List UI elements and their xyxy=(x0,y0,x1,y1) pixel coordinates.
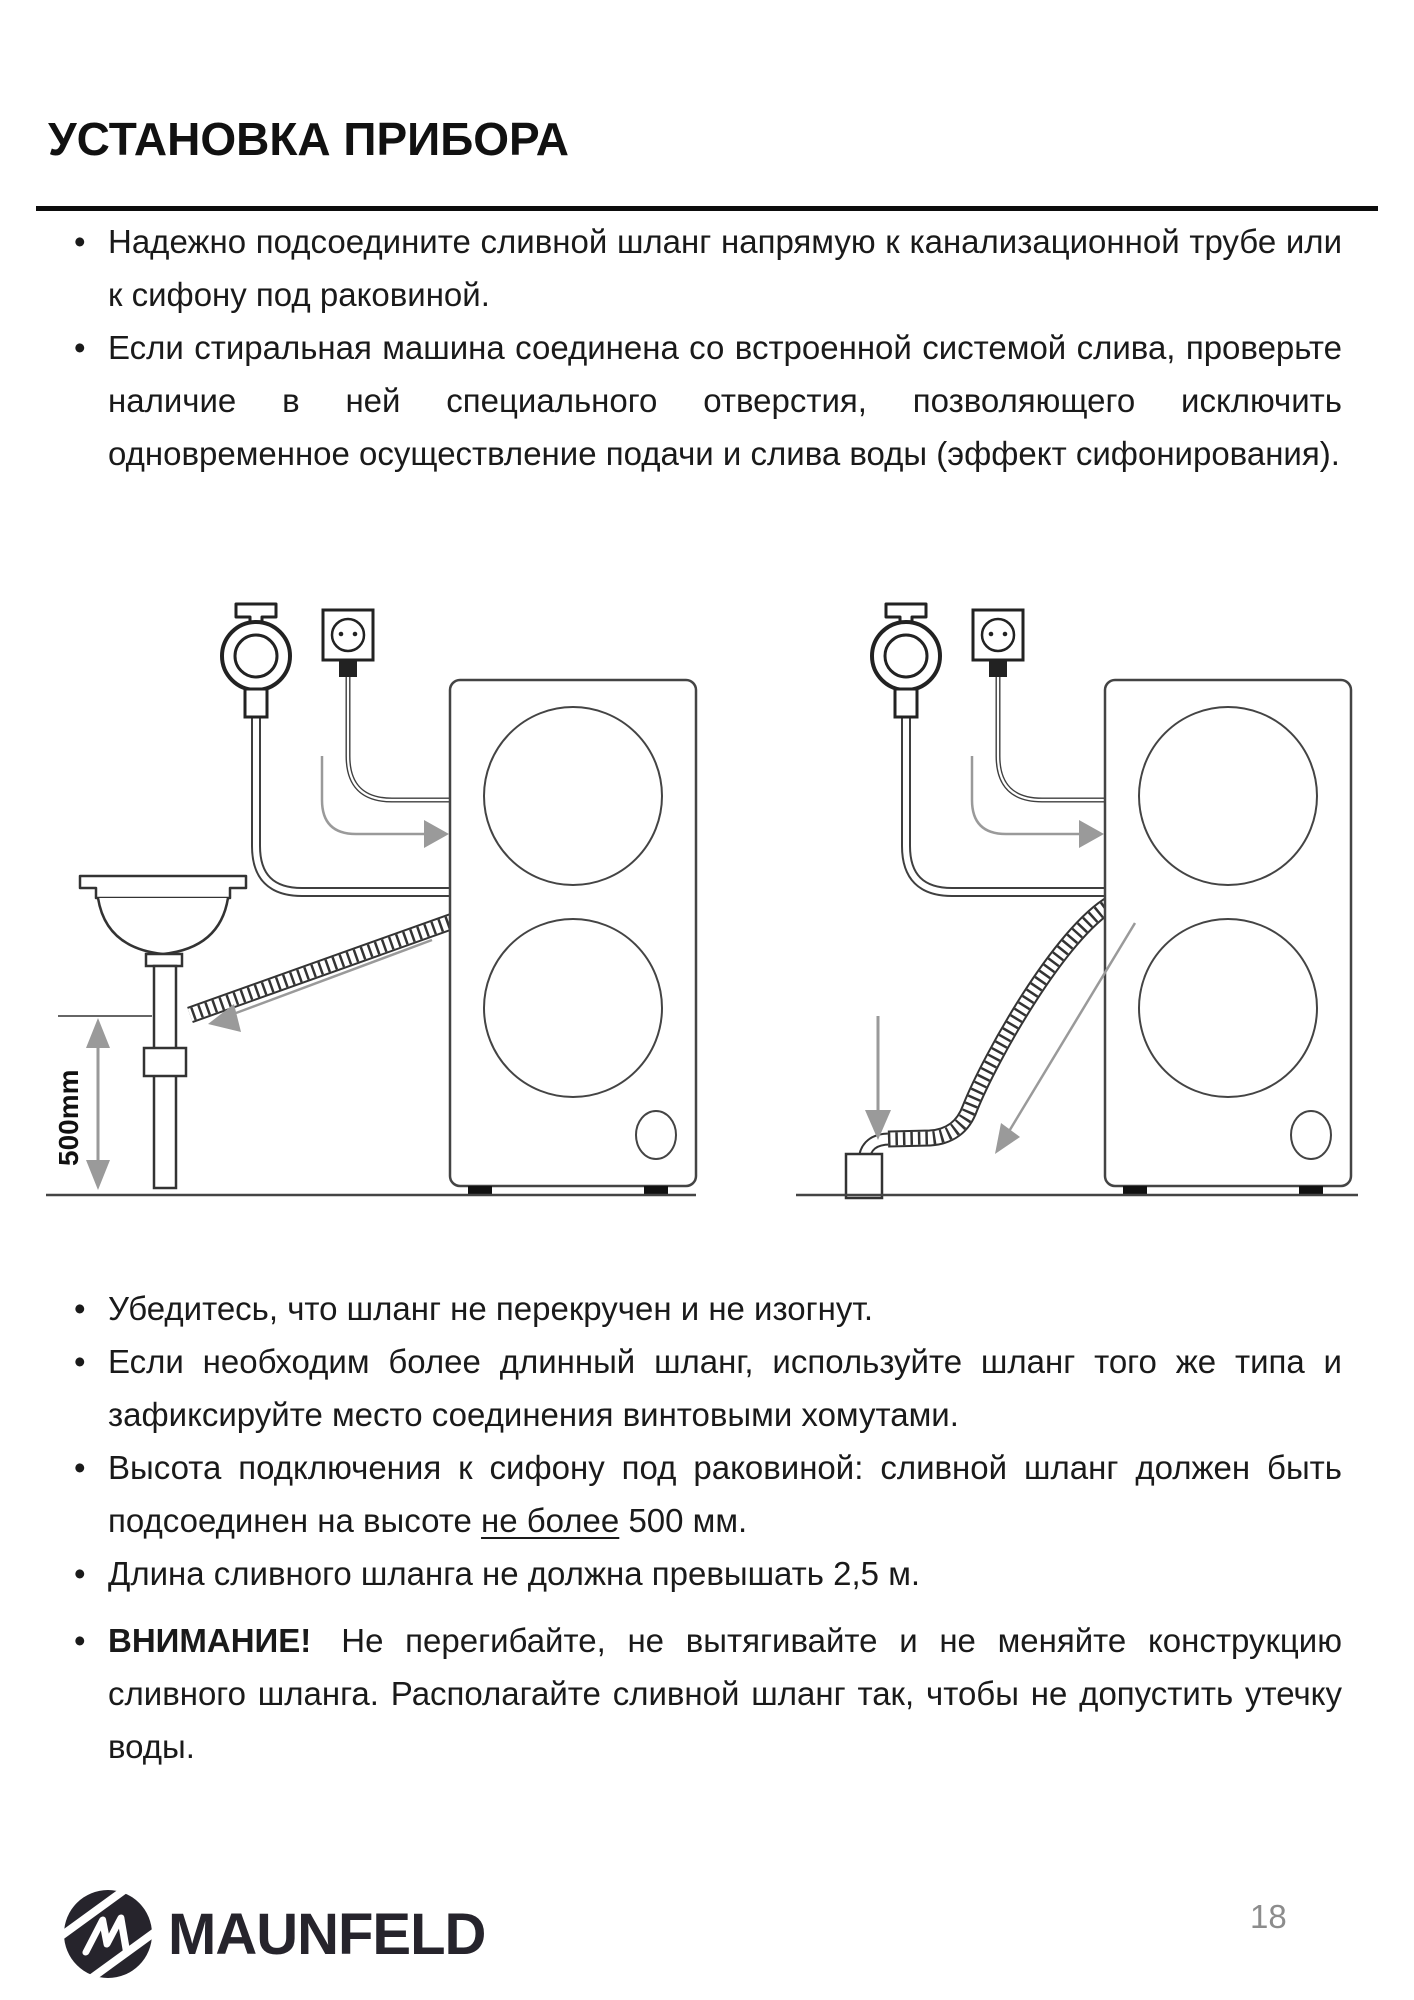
warning-item xyxy=(74,1614,1342,1773)
foot xyxy=(1299,1186,1323,1195)
bullet-item xyxy=(74,321,1342,480)
title-rule xyxy=(36,206,1378,211)
bullet-text: Убедитесь, что шланг не перекручен и не изогнут. xyxy=(108,1290,873,1327)
standpipe xyxy=(846,1139,890,1198)
bullet-text xyxy=(108,1441,1342,1547)
bullet-marker: • xyxy=(74,1555,86,1592)
warning-text: Не перегибайте, не вытягивайте и не меняйте конструкцию сливного шланга. Располагайте сливной шланг так, чтобы не допустить утечку воды. xyxy=(108,1622,1342,1765)
drain-hose xyxy=(888,903,1112,1139)
dimension-500mm xyxy=(53,1016,152,1190)
bullet-item xyxy=(74,1282,1342,1335)
power-cord xyxy=(348,676,460,800)
diagram-drain-to-siphon xyxy=(40,588,700,1208)
washing-machine xyxy=(450,680,696,1195)
foot xyxy=(644,1186,668,1195)
bullet-item xyxy=(74,1335,1342,1441)
page-title: УСТАНОВКА ПРИБОРА xyxy=(48,113,569,165)
page-number: 18 xyxy=(1250,1898,1287,1935)
washing-machine xyxy=(1105,680,1351,1195)
brand-wordmark: MAUNFELD xyxy=(168,1901,486,1967)
bullet-text: Если необходим более длинный шланг, используйте шланг того же типа и зафиксируйте место соединения винтовыми хомутами. xyxy=(108,1343,1342,1433)
outlet-icon xyxy=(323,610,373,677)
tap-icon xyxy=(222,604,290,717)
bullet-marker: • xyxy=(74,1343,86,1380)
foot xyxy=(468,1186,492,1195)
siphon-coupling xyxy=(144,1048,186,1076)
drain-direction-arrow xyxy=(208,940,432,1032)
dimension-label: 500mm xyxy=(53,1069,84,1166)
maunfeld-logo-icon xyxy=(62,1888,154,1980)
bullet-text-after: 500 мм. xyxy=(619,1502,748,1539)
power-cord xyxy=(998,676,1115,800)
insert-down-arrow xyxy=(865,1016,891,1140)
bullet-marker: • xyxy=(74,1290,86,1327)
foot xyxy=(1123,1186,1147,1195)
outlet-icon xyxy=(973,610,1023,677)
bullet-marker: • xyxy=(74,223,86,260)
bullet-text: Длина сливного шланга не должна превышать 2,5 м. xyxy=(108,1555,921,1592)
bullet-marker: • xyxy=(74,1622,86,1659)
diagram-drain-to-standpipe xyxy=(790,588,1365,1208)
bullet-item xyxy=(74,1547,1342,1600)
bullet-item xyxy=(74,215,1342,321)
tap-icon xyxy=(872,604,940,717)
sink xyxy=(80,876,246,1188)
bullet-text: Если стиральная машина соединена со встроенной системой слива, проверьте наличие в ней специального отверстия, позволяющего исключить одновременное осуществление подачи и слива воды (эффект сифонирования). xyxy=(108,329,1342,472)
bullet-text: Надежно подсоедините сливной шланг напрямую к канализационной трубе или к сифону под раковиной. xyxy=(108,223,1342,313)
intro-bullet-list xyxy=(74,215,1342,480)
brand-footer xyxy=(62,1888,485,1980)
inlet-hose xyxy=(256,716,460,892)
bullet-item xyxy=(74,1441,1342,1547)
bullet-marker: • xyxy=(74,1449,86,1486)
warning-label: ВНИМАНИЕ! xyxy=(108,1622,312,1659)
notes-bullet-list xyxy=(74,1282,1342,1773)
warning-text-block xyxy=(108,1614,1342,1773)
bullet-text-underlined: не более xyxy=(481,1502,620,1539)
inlet-hose xyxy=(906,716,1115,892)
bullet-text-before: Высота подключения к сифону под раковиной: сливной шланг должен быть подсоединен на высоте xyxy=(108,1449,1342,1539)
bullet-marker: • xyxy=(74,329,86,366)
drain-hose xyxy=(190,920,456,1015)
